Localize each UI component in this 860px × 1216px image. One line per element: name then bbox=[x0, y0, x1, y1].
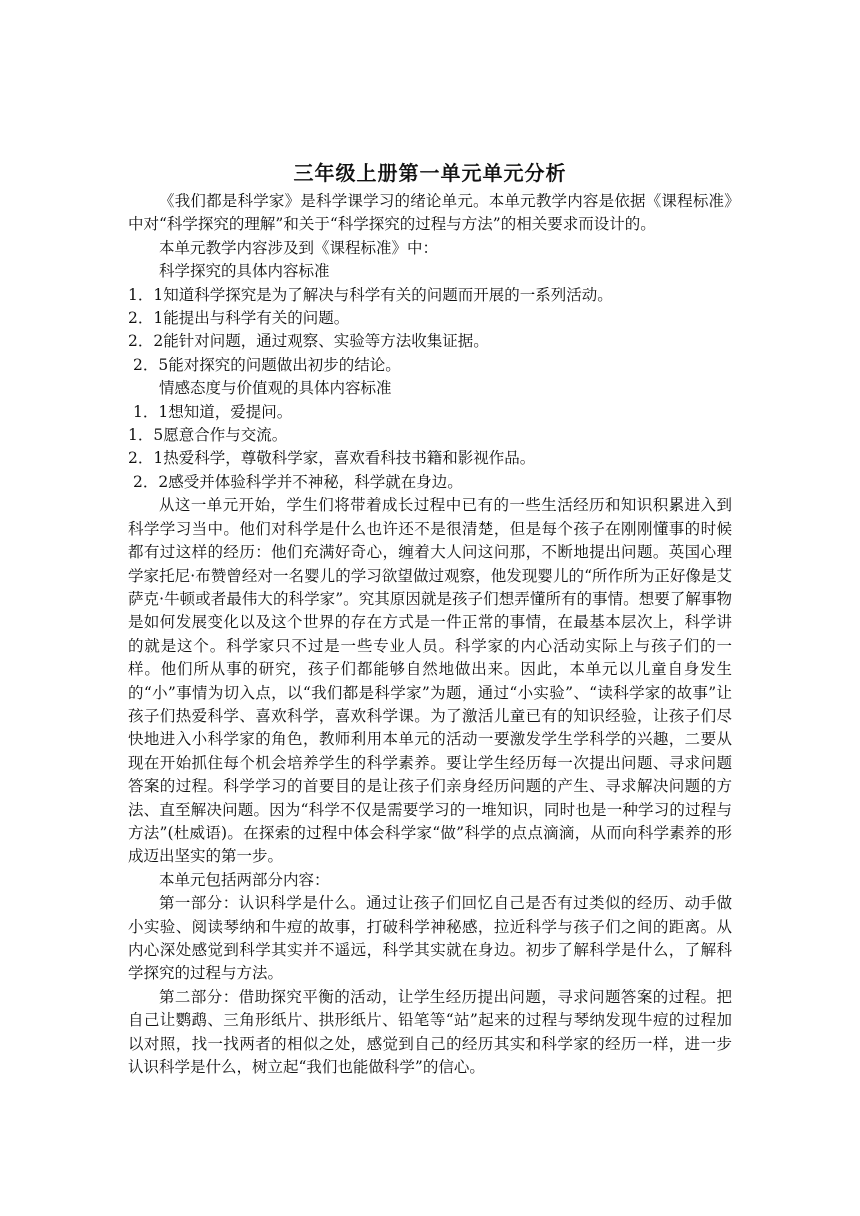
paragraph-part-two: 第二部分：借助探究平衡的活动，让学生经历提出问题，寻求问题答案的过程。把自己让鹦鹉、三角形纸片、拱形纸片、铅笔等“站”起来的过程与琴纳发现牛痘的过程加以对照，找一找两者的相似之处，感觉到自己的经历其实和科学家的经历一样，进一步认识科学是什么，树立起“我们也能做科学”的信心。 bbox=[128, 987, 732, 1077]
list-item: 1．5愿意合作与交流。 bbox=[128, 426, 288, 445]
list-item: 1．1想知道，爱提问。 bbox=[133, 402, 293, 421]
paragraph-part-one: 第一部分：认识科学是什么。通过让孩子们回忆自己是否有过类似的经历、动手做小实验、阅读琴纳和牛痘的故事，打破科学神秘感，拉近科学与孩子们之间的距离。从内心深处感觉到科学其实并不遥远，科学其实就在身边。初步了解科学是什么，了解科学探究的过程与方法。 bbox=[128, 894, 732, 983]
list-item: 1．1知道科学探究是为了解决与科学有关的问题而开展的一系列活动。 bbox=[128, 285, 613, 304]
heading-inquiry-standards: 科学探究的具体内容标准 bbox=[159, 262, 330, 281]
list-item: 2．2能针对问题，通过观察、实验等方法收集证据。 bbox=[128, 332, 489, 351]
list-item: 2．1热爱科学，尊敬科学家，喜欢看科技书籍和影视作品。 bbox=[128, 449, 536, 468]
document-body bbox=[128, 190, 732, 1079]
list-item: 2．2感受并体验科学并不神秘，科学就在身边。 bbox=[133, 472, 463, 491]
paragraph-parts-lead: 本单元包括两部分内容： bbox=[159, 870, 330, 889]
paragraph-standards-lead: 本单元教学内容涉及到《课程标准》中： bbox=[159, 238, 439, 257]
heading-attitude-standards: 情感态度与价值观的具体内容标准 bbox=[159, 379, 392, 398]
document-page bbox=[128, 160, 732, 1079]
paragraph-main-discussion: 从这一单元开始，学生们将带着成长过程中已有的一些生活经历和知识积累进入到科学学习当中。他们对科学是什么也许还不是很清楚，但是每个孩子在刚刚懂事的时候都有过这样的经历：他们充满好奇心，缠着大人问这问那，不断地提出问题。英国心理学家托尼·布赞曾经对一名婴儿的学习欲望做过观察，他发现婴儿的“所作所为正好像是艾萨克·牛顿或者最伟大的科学家”。究其原因就是孩子们想弄懂所有的事情。想要了解事物是如何发展变化以及这个世界的存在方式是一件正常的事情，在最基本层次上，科学讲的就是这个。科学家只不过是一些专业人员。科学家的内心活动实际上与孩子们的一样。他们所从事的研究，孩子们都能够自然地做出来。因此，本单元以儿童自身发生的“小”事情为切入点，以“我们都是科学家”为题，通过“小实验”、“读科学家的故事”让孩子们热爱科学、喜欢科学，喜欢科学课。为了激活儿童已有的知识经验，让孩子们尽快地进入小科学家的角色，教师利用本单元的活动一要激发学生学科学的兴趣，二要从现在开始抓住每个机会培养学生的科学素养。要让学生经历每一次提出问题、寻求问题答案的过程。科学学习的首要目的是让孩子们亲身经历问题的产生、寻求解决问题的方法、直至解决问题。因为“科学不仅是需要学习的一堆知识，同时也是一种学习的过程与方法”(杜威语)。在探索的过程中体会科学家“做”科学的点点滴滴，从而向科学素养的形成迈出坚实的第一步。 bbox=[128, 496, 732, 866]
list-item: 2．5能对探究的问题做出初步的结论。 bbox=[133, 355, 401, 374]
paragraph-intro: 《我们都是科学家》是科学课学习的绪论单元。本单元教学内容是依据《课程标准》中对“科学探究的理解”和关于“科学探究的过程与方法”的相关要求而设计的。 bbox=[128, 192, 732, 234]
page-title: 三年级上册第一单元单元分析 bbox=[293, 161, 567, 185]
list-item: 2．1能提出与科学有关的问题。 bbox=[128, 309, 350, 328]
